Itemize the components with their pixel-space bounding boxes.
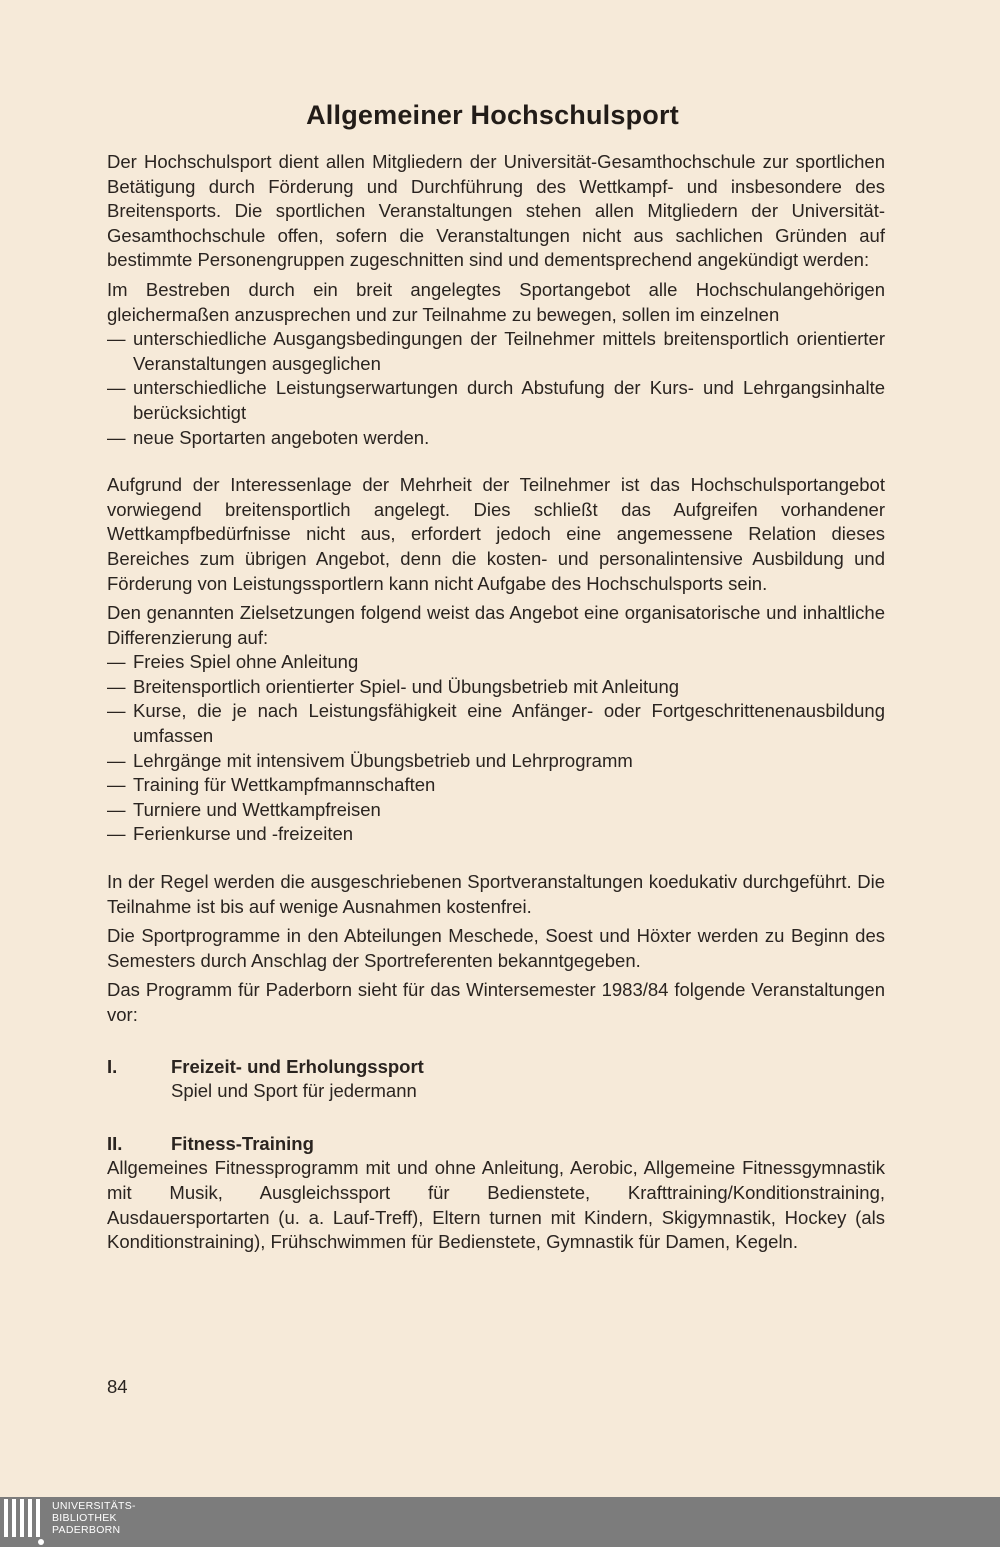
section-title: Freizeit- und Erholungssport xyxy=(171,1055,424,1077)
list-item: — Ferienkurse und -freizeiten xyxy=(107,822,885,847)
section-heading-1 xyxy=(107,1055,885,1080)
list-item: — Lehrgänge mit intensivem Übungsbetrieb und Lehrprogramm xyxy=(107,749,885,774)
section-title: Fitness-Training xyxy=(171,1132,314,1154)
branches-paragraph: Die Sportprogramme in den Abteilungen Meschede, Soest und Höxter werden zu Beginn des Semesters durch Anschlag der Sportreferenten bekanntgegeben. xyxy=(107,925,885,971)
list-item: — Breitensportlich orientierter Spiel- und Übungsbetrieb mit Anleitung xyxy=(107,675,885,700)
intro-paragraph: Der Hochschulsport dient allen Mitgliedern der Universität-Gesamthochschule zur sportlichen Betätigung durch Förderung und Durchführung des Wettkampf- und insbesondere des Breitensports. Die sportlichen Veranstaltungen stehen allen Mitgliedern der Universität-Gesamthochschule offen, sofern die Veranstaltungen nicht aus sachlichen Gründen auf bestimmte Personengruppen zugeschnitten sind und dementsprechend angekündigt werden: xyxy=(107,151,885,271)
document-body xyxy=(107,150,885,1260)
library-logo-icon xyxy=(4,1499,40,1537)
aims-list xyxy=(107,327,885,450)
list-item: — Training für Wettkampfmannschaften xyxy=(107,773,885,798)
interest-paragraph: Aufgrund der Interessenlage der Mehrheit der Teilnehmer ist das Hochschulsportangebot vorwiegend breitensportlich angelegt. Dies schließt das Aufgreifen vorhandener Wettkampfbedürfnisse nicht aus, erfordert jedoch eine angemessene Relation dieses Bereiches zum übrigen Angebot, denn die kosten- und personalintensive Ausbildung und Förderung von Leistungssportlern kann nicht Aufgabe des Hochschulsports sein. xyxy=(107,474,885,594)
section-number: I. xyxy=(107,1055,118,1077)
section-number: II. xyxy=(107,1132,123,1154)
list-item: — Kurse, die je nach Leistungsfähigkeit eine Anfänger- oder Fortgeschrittenenausbildung umfassen xyxy=(107,699,885,748)
aims-paragraph: Im Bestreben durch ein breit angelegtes Sportangebot alle Hochschulangehörigen gleichermaßen anzusprechen und zur Teilnahme zu bewegen, sollen im einzelnen xyxy=(107,278,885,325)
library-logo-text xyxy=(52,1500,136,1536)
section-subtitle: Spiel und Sport für jedermann xyxy=(171,1080,417,1102)
logo-line: UNIVERSITÄTS- xyxy=(52,1500,136,1512)
list-item: — Freies Spiel ohne Anleitung xyxy=(107,650,885,675)
page-title: Allgemeiner Hochschulsport xyxy=(306,100,679,130)
logo-line: PADERBORN xyxy=(52,1524,121,1536)
list-item: — Turniere und Wettkampfreisen xyxy=(107,798,885,823)
list-item: — unterschiedliche Leistungserwartungen durch Abstufung der Kurs- und Lehrgangsinhalte berücksichtigt xyxy=(107,376,885,425)
logo-dot-icon xyxy=(38,1539,44,1545)
differentiation-paragraph: Den genannten Zielsetzungen folgend weist das Angebot eine organisatorische und inhaltliche Differenzierung auf: xyxy=(107,602,885,648)
list-item: — unterschiedliche Ausgangsbedingungen der Teilnehmer mittels breitensportlich orientierter Veranstaltungen ausgeglichen xyxy=(107,327,885,376)
paderborn-paragraph: Das Programm für Paderborn sieht für das Wintersemester 1983/84 folgende Veranstaltungen vor: xyxy=(107,979,885,1025)
offer-list xyxy=(107,650,885,847)
section-text: Allgemeines Fitnessprogramm mit und ohne Anleitung, Aerobic, Allgemeine Fitnessgymnastik mit Musik, Ausgleichssport für Bedienstete, Krafttraining/Konditionstraining, Ausdauersportarten (u. a. Lauf-Treff), Eltern turnen mit Kindern, Skigymnastik, Hockey (als Konditionstraining), Frühschwimmen für Bedienstete, Gymnastik für Damen, Kegeln. xyxy=(107,1157,885,1253)
library-footer-bar xyxy=(0,1497,1000,1547)
section-heading-2 xyxy=(107,1132,885,1157)
list-item: — neue Sportarten angeboten werden. xyxy=(107,426,885,451)
page-number: 84 xyxy=(107,1376,128,1397)
coed-paragraph: In der Regel werden die ausgeschriebenen Sportveranstaltungen koedukativ durchgeführt. Die Teilnahme ist bis auf wenige Ausnahmen kostenfrei. xyxy=(107,871,885,917)
logo-line: BIBLIOTHEK xyxy=(52,1512,117,1524)
